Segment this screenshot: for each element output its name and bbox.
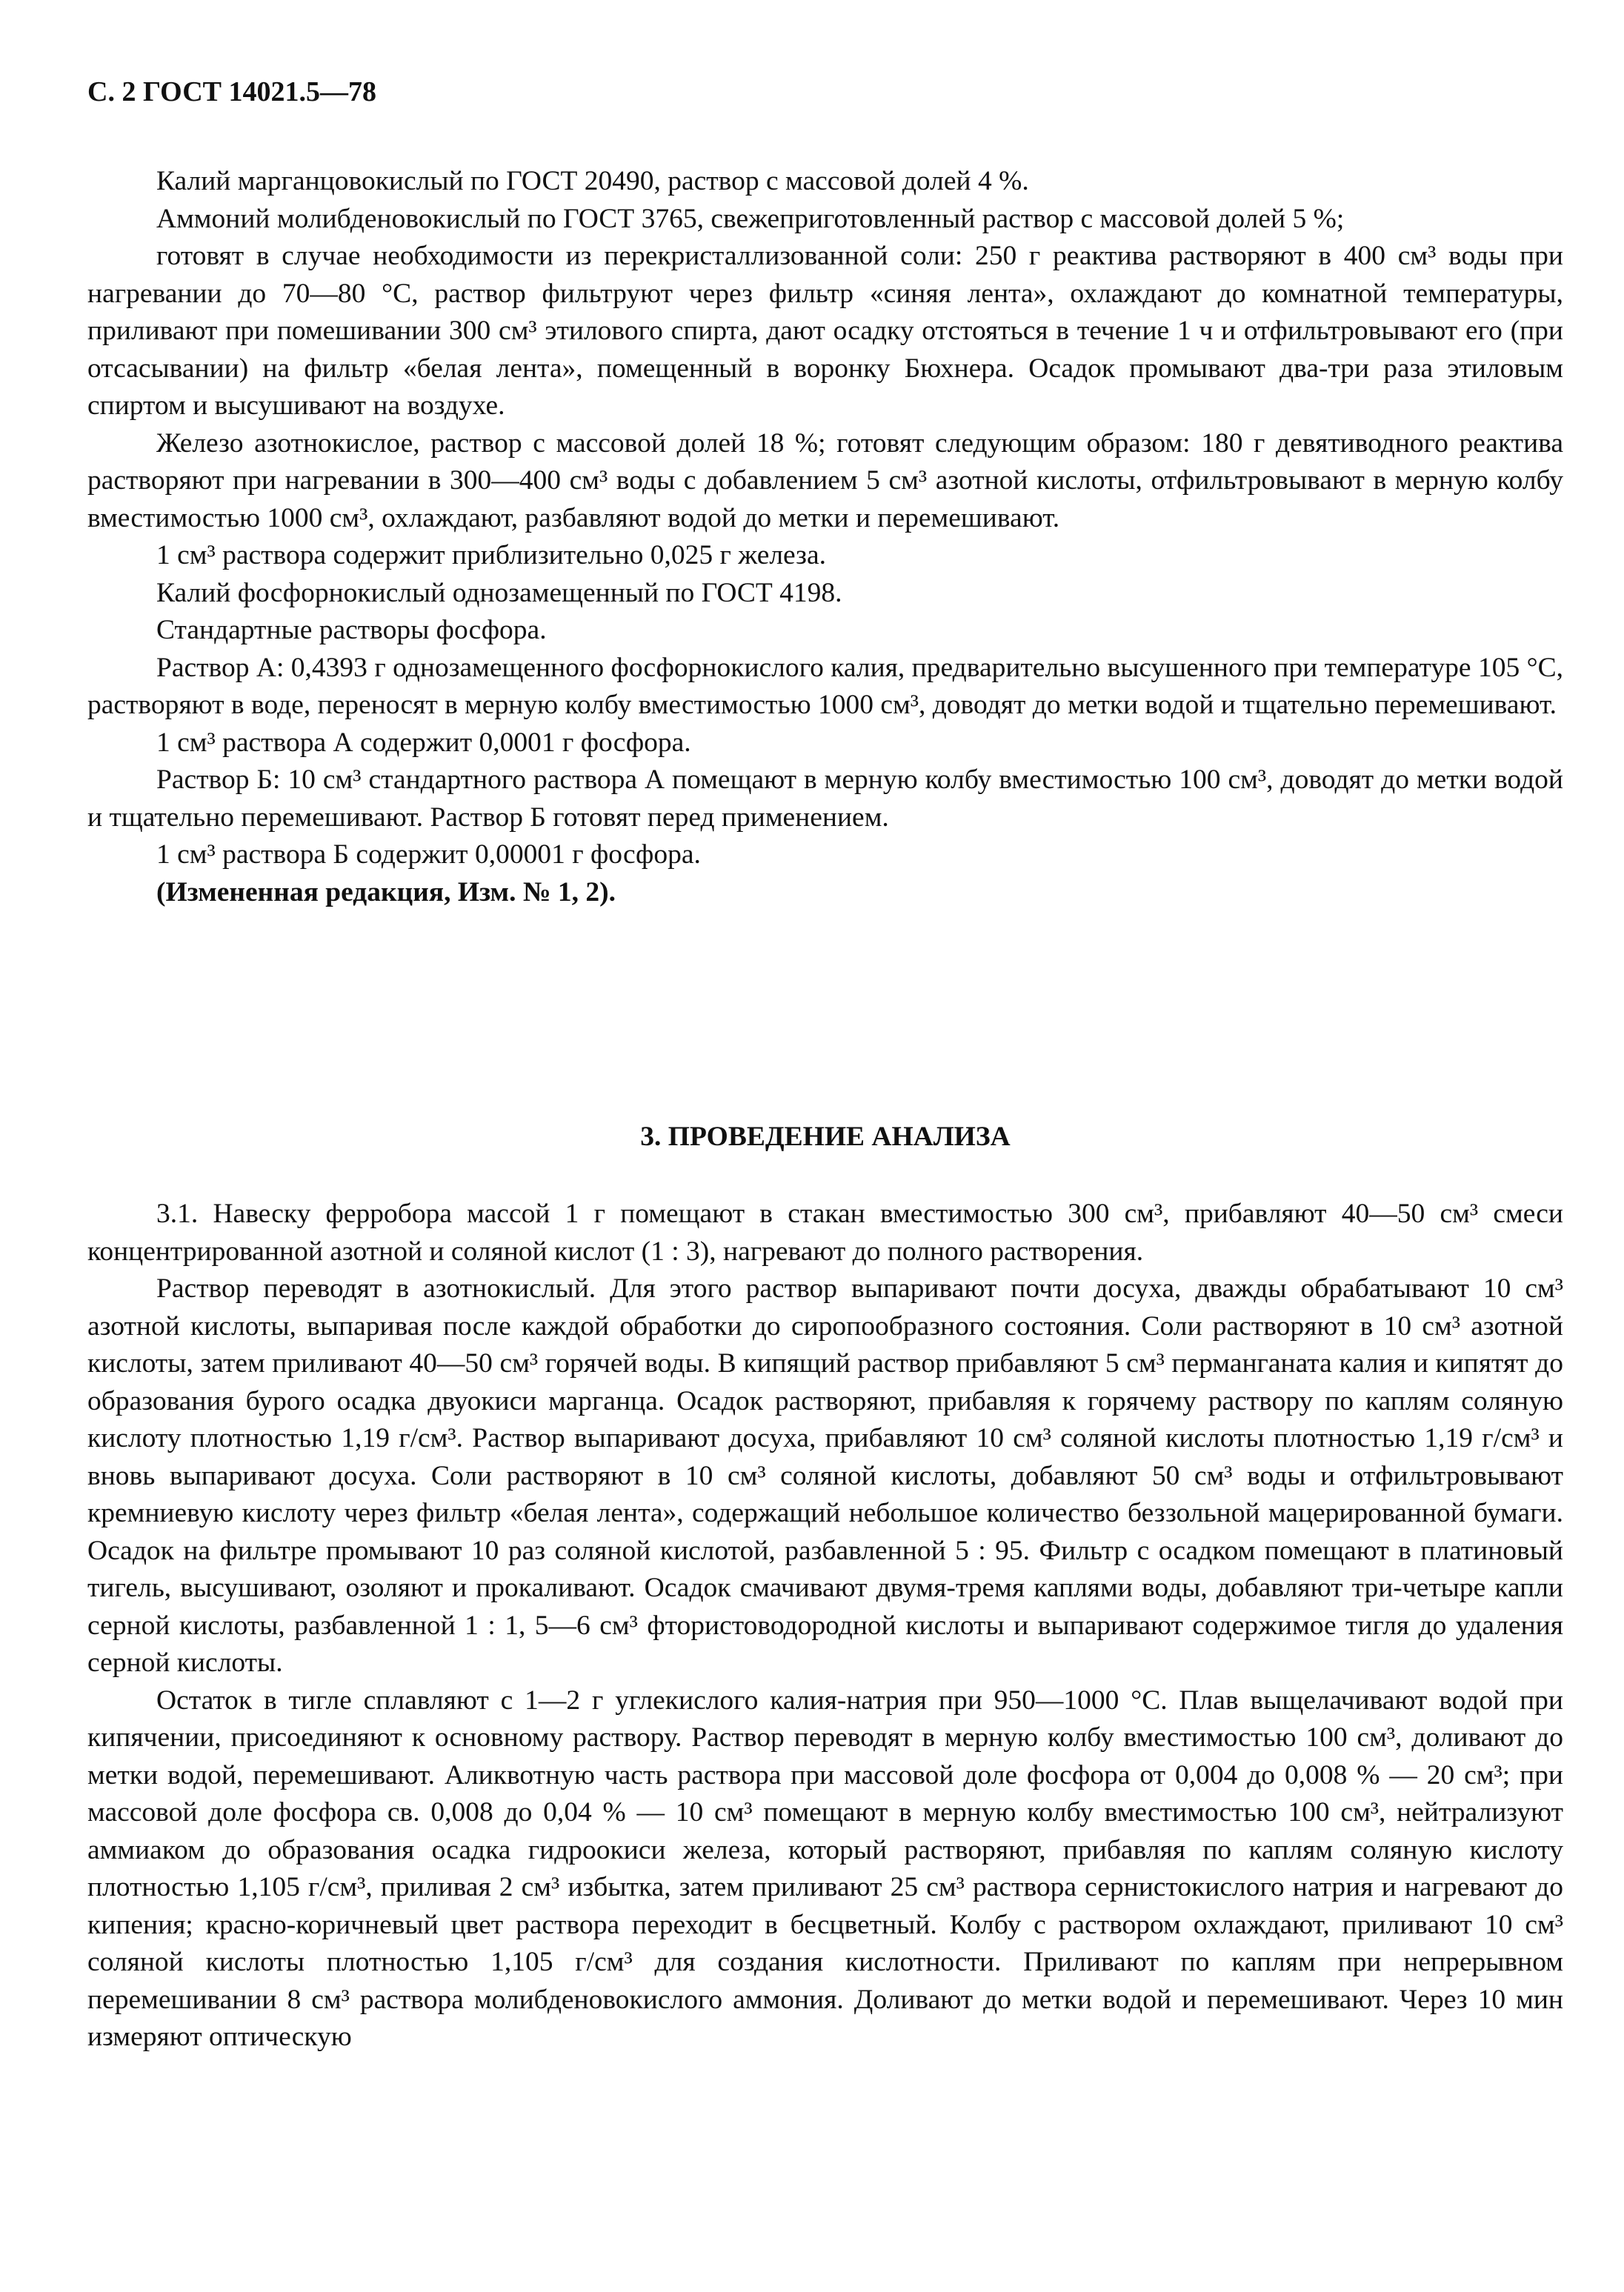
section-title: 3. ПРОВЕДЕНИЕ АНАЛИЗА [640, 1122, 1011, 1152]
paragraph: Железо азотнокислое, раствор с массовой долей 18 %; готовят следующим образом: 180 г девятиводного реактива растворяют при нагревании в 300—400 см³ воды с добавлением 5 см³ азотной кислоты, отфильтровывают в мерную колбу вместимостью 1000 см³, охлаждают, разбавляют водой до метки и перемешивают. [87, 427, 1563, 533]
paragraph: Стандартные растворы фосфора. [156, 615, 547, 645]
section-body [87, 1196, 1563, 2056]
paragraph: 3.1. Навеску ферробора массой 1 г помещают в стакан вместимостью 300 см³, прибавляют 40—50 см³ смеси концентрированной азотной и соляной кислот (1 : 3), нагревают до полного растворения. [87, 1199, 1563, 1267]
paragraph: готовят в случае необходимости из перекристаллизованной соли: 250 г реактива растворяют в 400 см³ воды при нагревании до 70—80 °С, раствор фильтруют через фильтр «синяя лента», охлаждают до комнатной температуры, приливают при помешивании 300 см³ этилового спирта, дают осадку отстояться в течение 1 ч и отфильтровывают его (при отсасывании) на фильтр «белая лента», помещенный в воронку Бюхнера. Осадок промывают два-три раза этиловым спиртом и высушивают на воздухе. [87, 241, 1563, 421]
amendment-note: (Измененная редакция, Изм. № 1, 2). [156, 876, 616, 907]
paragraph: Калий фосфорнокислый однозамещенный по ГОСТ 4198. [156, 577, 842, 608]
reagents-block [87, 163, 1563, 911]
running-header: С. 2 ГОСТ 14021.5—78 [87, 76, 376, 107]
paragraph: Раствор переводят в азотнокислый. Для этого раствор выпаривают почти досуха, дважды обрабатывают 10 см³ азотной кислоты, выпаривая после каждой обработки до сиропообразного состояния. Соли растворяют в 10 см³ азотной кислоты, затем приливают 40—50 см³ горячей воды. В кипящий раствор прибавляют 5 см³ перманганата калия и кипятят до образования бурого осадка двуокиси марганца. Осадок растворяют, прибавляя к горячему раствору по каплям соляную кислоту плотностью 1,19 г/см³. Раствор выпаривают досуха, прибавляют 10 см³ соляной кислоты плотностью 1,19 г/см³ и вновь выпаривают досуха. Соли растворяют в 10 см³ соляной кислоты, добавляют 50 см³ воды и отфильтровывают кремниевую кислоту через фильтр «белая лента», содержащий небольшое количество беззольной мацерированной бумаги. Осадок на фильтре промывают 10 раз соляной кислотой, разбавленной 5 : 95. Фильтр с осадком помещают в платиновый тигель, высушивают, озоляют и прокаливают. Осадок смачивают двумя-тремя каплями воды, добавляют три-четыре капли серной кислоты, разбавленной 1 : 1, 5—6 см³ фтористоводородной кислоты и выпаривают содержимое тигля до удаления серной кислоты. [87, 1273, 1563, 1678]
paragraph: Остаток в тигле сплавляют с 1—2 г углекислого калия-натрия при 950—1000 °С. Плав выщелачивают водой при кипячении, присоединяют к основному раствору. Раствор переводят в мерную колбу вместимостью 100 см³, доливают до метки водой, перемешивают. Аликвотную часть раствора при массовой доле фосфора от 0,004 до 0,008 % — 20 см³; при массовой доле фосфора св. 0,008 до 0,04 % — 10 см³ помещают в мерную колбу вместимостью 100 см³, нейтрализуют аммиаком до образования осадка гидроокиси железа, который растворяют, прибавляя по каплям соляную кислоту плотностью 1,105 г/см³, приливая 2 см³ избытка, затем приливают 25 см³ раствора сернистокислого натрия и нагревают до кипения; красно-коричневый цвет раствора переходит в бесцветный. Колбу с раствором охлаждают, приливают 10 см³ соляной кислоты плотностью 1,105 г/см³ для создания кислотности. Приливают по каплям при непрерывном перемешивании 8 см³ раствора молибденовокислого аммония. Доливают до метки водой и перемешивают. Через 10 мин измеряют оптическую [87, 1685, 1563, 2052]
paragraph: Раствор Б: 10 см³ стандартного раствора А помещают в мерную колбу вместимостью 100 см³, доводят до метки водой и тщательно перемешивают. Раствор Б готовят перед применением. [87, 764, 1563, 833]
paragraph: Раствор А: 0,4393 г однозамещенного фосфорнокислого калия, предварительно высушенного при температуре 105 °С, растворяют в воде, переносят в мерную колбу вместимостью 1000 см³, доводят до метки водой и тщательно перемешивают. [87, 652, 1563, 720]
paragraph: 1 см³ раствора содержит приблизительно 0,025 г железа. [156, 540, 826, 570]
paragraph: Калий марганцовокислый по ГОСТ 20490, раствор с массовой долей 4 %. [156, 166, 1029, 196]
paragraph: 1 см³ раствора Б содержит 0,00001 г фосфора. [156, 839, 701, 870]
paragraph: 1 см³ раствора А содержит 0,0001 г фосфора. [156, 727, 691, 758]
paragraph: Аммоний молибденовокислый по ГОСТ 3765, свежеприготовленный раствор с массовой долей 5 %; [156, 203, 1345, 234]
